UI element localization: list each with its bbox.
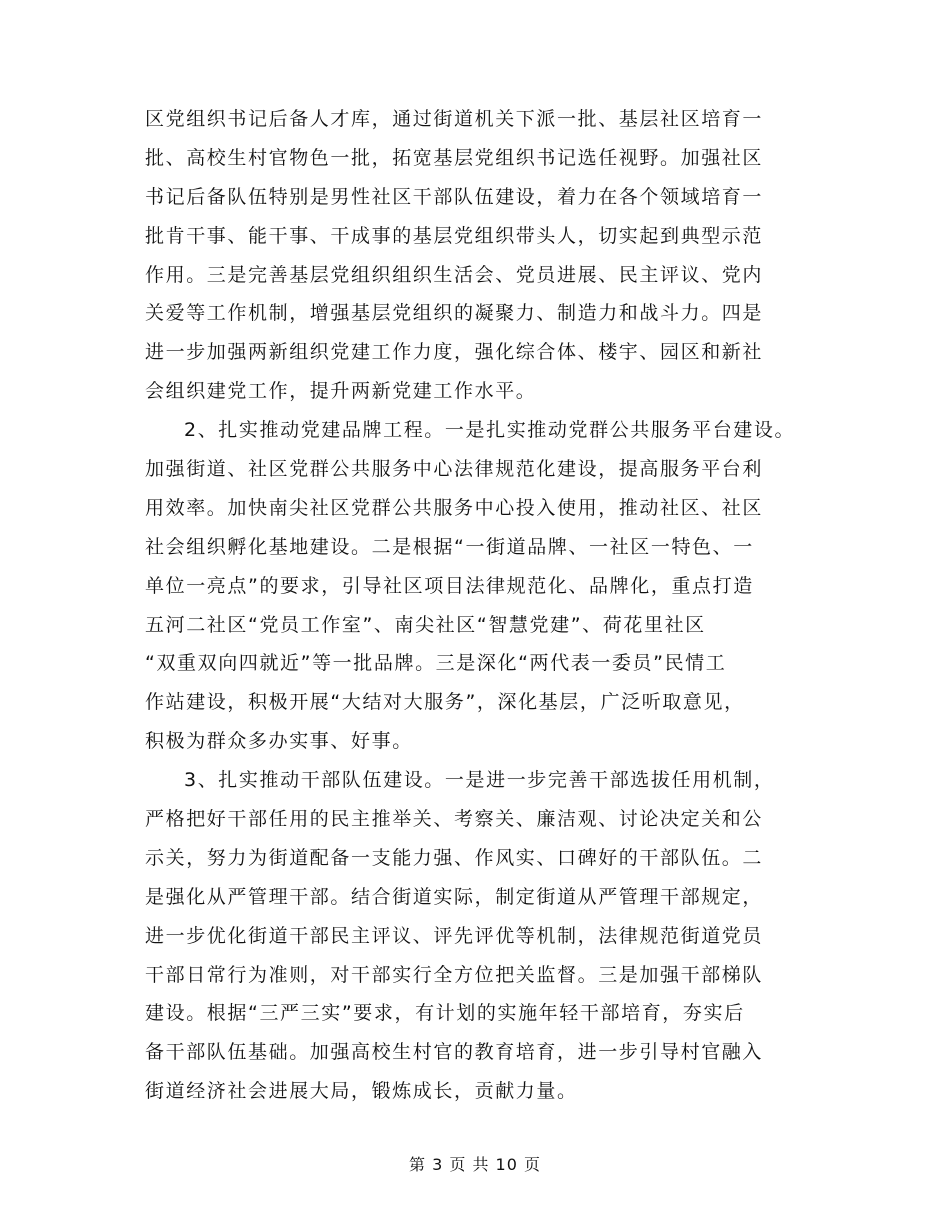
paragraph-2: [145, 411, 845, 761]
text-line: 关爱等工作机制，增强基层党组织的凝聚力、制造力和战斗力。四是: [145, 302, 764, 325]
text-line: 五河二社区“党员工作室”、南尖社区“智慧党建”、荷花里社区: [145, 613, 706, 636]
text-line: 会组织建党工作，提升两新党建工作水平。: [145, 380, 537, 403]
text-line: 区党组织书记后备人才库，通过街道机关下派一批、基层社区培育一: [145, 108, 764, 130]
text-line: 批、高校生村官物色一批，拓宽基层党组织书记选任视野。加强社区: [145, 146, 764, 169]
paragraph-1: [145, 100, 845, 411]
text-line: “双重双向四就近”等一批品牌。三是深化“两代表一委员”民情工: [145, 652, 727, 675]
text-line: 书记后备队伍特别是男性社区干部队伍建设，着力在各个领域培育一: [145, 185, 764, 208]
page-number-text: 第 3 页 共 10 页: [409, 1155, 541, 1174]
text-line: 进一步优化街道干部民主评议、评先评优等机制，法律规范街道党员: [145, 924, 764, 947]
text-line: 示关，努力为街道配备一支能力强、作风实、口碑好的干部队伍。二: [145, 846, 764, 869]
text-line: 干部日常行为准则，对干部实行全方位把关监督。三是加强干部梯队: [145, 963, 764, 986]
text-line: 积极为群众多办实事、好事。: [145, 730, 413, 753]
text-line: 3、扎实推动干部队伍建设。一是进一步完善干部选拔任用机制，: [184, 769, 775, 792]
text-line: 作用。三是完善基层党组织组织生活会、党员进展、民主评议、党内: [145, 263, 764, 286]
text-line: 单位一亮点”的要求，引导社区项目法律规范化、品牌化，重点打造: [145, 574, 754, 597]
text-line: 用效率。加快南尖社区党群公共服务中心投入使用，推动社区、社区: [145, 496, 764, 519]
text-line: 街道经济社会进展大局，锻炼成长，贡献力量。: [145, 1080, 578, 1103]
text-line: 作站建设，积极开展“大结对大服务”，深化基层，广泛听取意见，: [145, 691, 745, 714]
text-line: 社会组织孵化基地建设。二是根据“一街道品牌、一社区一特色、一: [145, 535, 754, 558]
body-text: [145, 100, 845, 1111]
text-line: 建设。根据“三严三实”要求，有计划的实施年轻干部培育，夯实后: [145, 1002, 745, 1025]
page-number-footer: [0, 1152, 950, 1175]
text-line: 进一步加强两新组织党建工作力度，强化综合体、楼宇、园区和新社: [145, 341, 764, 364]
text-line: 严格把好干部任用的民主推举关、考察关、廉洁观、讨论决定关和公: [145, 808, 764, 831]
text-line: 2、扎实推动党建品牌工程。一是扎实推动党群公共服务平台建设。: [184, 419, 796, 442]
text-line: 是强化从严管理干部。结合街道实际，制定街道从严管理干部规定，: [145, 885, 764, 908]
text-line: 批肯干事、能干事、干成事的基层党组织带头人，切实起到典型示范: [145, 224, 764, 247]
text-line: 备干部队伍基础。加强高校生村官的教育培育，进一步引导村官融入: [145, 1041, 764, 1064]
text-line: 加强街道、社区党群公共服务中心法律规范化建设，提高服务平台利: [145, 458, 764, 481]
paragraph-3: [145, 761, 845, 1111]
